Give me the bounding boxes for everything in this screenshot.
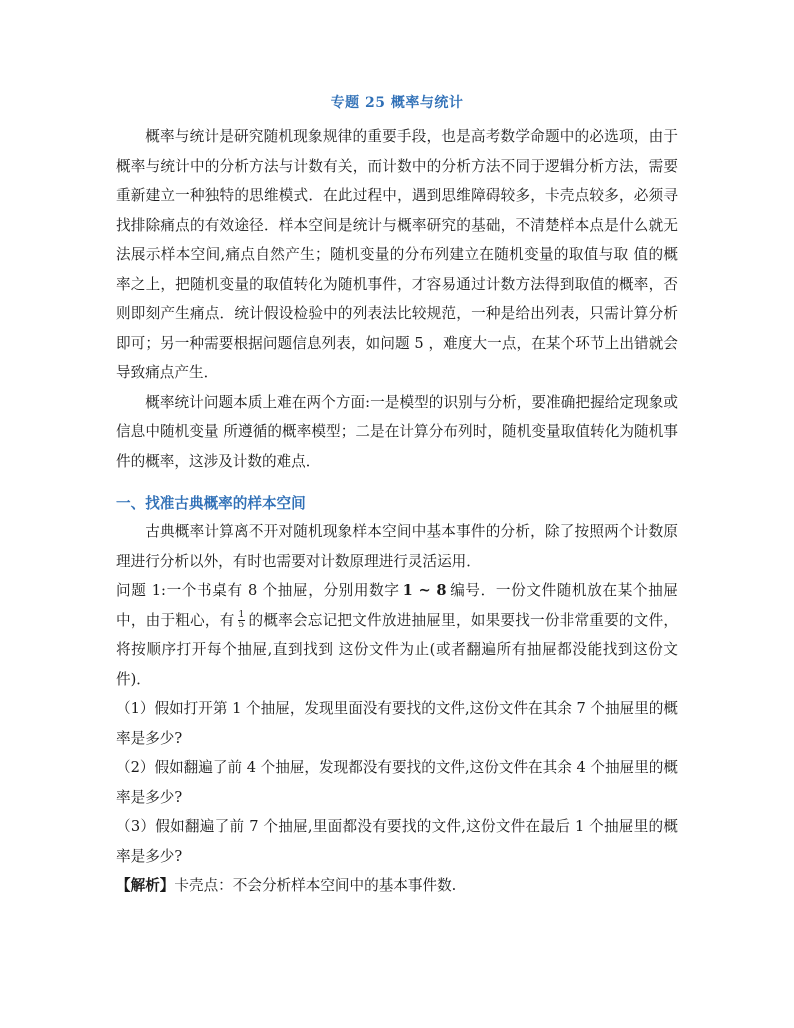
section-1-heading: 一、找准古典概率的样本空间: [116, 495, 306, 512]
problem-1: [116, 576, 678, 694]
problem-1-part-a: 问题 1:一个书桌有 8 个抽屉，分别用数字: [116, 582, 400, 599]
intro-paragraph-2: 概率统计问题本质上难在两个方面:一是模型的识别与分析，要准确把握给定现象或信息中随机变量 所遵循的概率模型；二是在计算分布列时，随机变量取值转化为随机事件的概率，这涉及计数的难点．: [116, 393, 678, 470]
document-title: 专题 25 概率与统计: [330, 95, 464, 111]
fraction-numerator: 1: [238, 610, 245, 620]
question-3: （3）假如翻遍了前 7 个抽屉,里面都没有要找的文件,这份文件在最后 1 个抽屉里的概率是多少?: [116, 818, 678, 865]
analysis-text: 卡壳点：不会分析样本空间中的基本事件数.: [174, 877, 457, 894]
section-1-paragraph: 古典概率计算离不开对随机现象样本空间中基本事件的分析，除了按照两个计数原理进行分析以外，有时也需要对计数原理进行灵活运用．: [116, 523, 678, 570]
problem-1-part-b: 编号．一份文件随机放在某个抽屉中，由于粗心，有: [116, 582, 678, 629]
question-1: （1）假如打开第 1 个抽屉，发现里面没有要找的文件,这份文件在其余 7 个抽屉里的概率是多少?: [116, 700, 678, 747]
question-2: （2）假如翻遍了前 4 个抽屉，发现都没有要找的文件,这份文件在其余 4 个抽屉里的概率是多少?: [116, 759, 678, 806]
analysis: [116, 871, 678, 901]
fraction-one-fifth: [238, 611, 246, 630]
analysis-label: 【解析】: [116, 877, 175, 894]
document-content: [116, 92, 678, 901]
fraction-denominator: 5: [238, 620, 245, 630]
intro-paragraph-1: 概率与统计是研究随机现象规律的重要手段，也是高考数学命题中的必选项，由于概率与统计中的分析方法与计数有关，而计数中的分析方法不同于逻辑分析方法，需要重新建立一种独特的思维模式．在此过程中，遇到思维障碍较多，卡壳点较多，必须寻找排除痛点的有效途径．样本空间是统计与概率研究的基础，不清楚样本点是什么就无法展示样本空间,痛点自然产生；随机变量的分布列建立在随机变量的取值与取 值的概率之上，把随机变量的取值转化为随机事件，才容易通过计数方法得到取值的概率，否则即刻产生痛点．统计假设检验中的列表法比较规范，一种是给出列表，只需计算分析即可；另一种需要根据问题信息列表，如问题 5 ，难度大一点，在某个环节上出错就会导致痛点产生．: [116, 128, 678, 381]
problem-1-math-range: 1 ~ 8: [402, 582, 447, 599]
problem-1-part-c: 的概率会忘记把文件放进抽屉里，如果要找一份非常重要的文件，将按顺序打开每个抽屉,直到找到 这份文件为止(或者翻遍所有抽屉都没能找到这份文件)．: [116, 611, 678, 688]
